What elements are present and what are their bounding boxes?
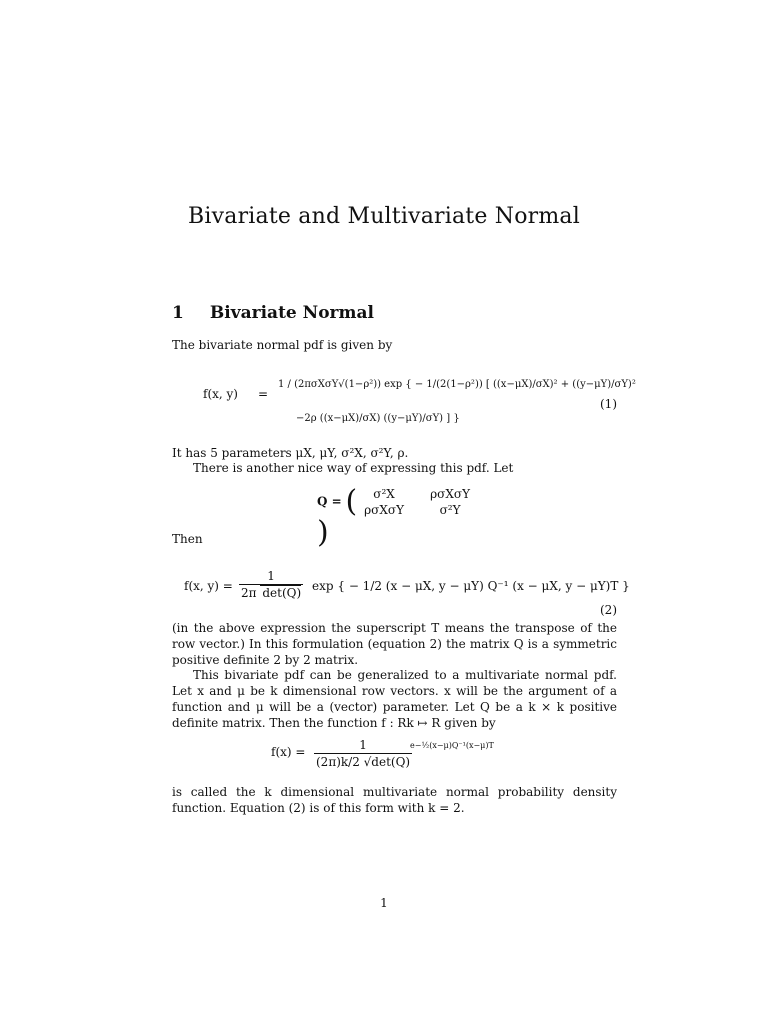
equation-1-number: (1): [600, 397, 617, 411]
paragraph-2: It has 5 parameters μX, μY, σ²X, σ²Y, ρ.: [172, 446, 409, 460]
matrix-row: [361, 486, 473, 502]
section-heading: [172, 303, 374, 323]
paragraph-3: There is another nice way of expressing this pdf. Let: [193, 461, 514, 475]
equation-1-equals: =: [258, 387, 269, 401]
matrix-cell: σ²X: [373, 487, 395, 501]
equation-1-line-2: −2ρ ((x−μX)/σX) ((y−μY)/σY) ] }: [296, 413, 460, 424]
section-number: 1: [172, 303, 184, 323]
then-label: Then: [172, 532, 203, 546]
equation-2-expression: exp { − 1/2 (x − μX, y − μY) Q⁻¹ (x − μX, y − μY)T }: [312, 579, 630, 593]
matrix-cell: ρσXσY: [430, 487, 471, 501]
paragraph-4: (in the above expression the superscript T means the transpose of the row vector.) In this formulation (equation 2) the matrix Q is a symmetric positive definite 2 by 2 matrix.: [172, 621, 617, 667]
equation-3-denominator: (2π)k/2 √det(Q): [316, 755, 411, 769]
equation-1-lhs: f(x, y): [203, 387, 238, 401]
matrix-row: [361, 502, 473, 518]
right-parenthesis-icon: ): [317, 515, 329, 550]
square-root-icon: det(Q): [262, 586, 302, 600]
equation-3-numerator: 1: [314, 737, 412, 754]
equation-3-lhs: f(x) =: [271, 745, 306, 759]
matrix-cell: ρσXσY: [364, 503, 405, 517]
paragraph-6: is called the k dimensional multivariate normal probability density function. Equation (2) is of this form with k = 2.: [172, 785, 617, 815]
document-title: Bivariate and Multivariate Normal: [188, 204, 580, 229]
equation-3-fraction: [314, 737, 412, 770]
equation-2-number: (2): [600, 603, 617, 617]
equation-2-denominator: 2π det(Q): [241, 586, 302, 600]
equation-3-exponent: e−½(x−μ)Q⁻¹(x−μ)T: [410, 741, 494, 750]
equation-3-fraction-body: [314, 737, 412, 770]
equation-2-fraction: [239, 568, 303, 601]
matrix-cell: σ²Y: [439, 503, 461, 517]
equation-2-lhs: f(x, y) =: [184, 579, 233, 593]
equation-2-numerator: 1: [239, 568, 303, 585]
equation-1-line-1: 1 / (2πσXσY√(1−ρ²)) exp { − 1/(2(1−ρ²)) [ ((x−μX)/σX)² + ((y−μY)/σY)²: [278, 379, 636, 390]
paragraph-1: The bivariate normal pdf is given by: [172, 338, 393, 352]
matrix-label: Q =: [317, 494, 342, 509]
section-title: Bivariate Normal: [209, 303, 374, 323]
q-matrix: [361, 486, 473, 518]
left-parenthesis-icon: (: [345, 484, 358, 519]
page-number: 1: [380, 896, 388, 910]
paragraph-5: This bivariate pdf can be generalized to a multivariate normal pdf. Let x and μ be k dimensional row vectors. x will be the argument of a function and μ will be a (vector) parameter. Let Q be a k × k positive definite matrix. Then the function f : Rk ↦ R given by: [172, 668, 617, 730]
equation-2-fraction-body: [239, 568, 303, 601]
